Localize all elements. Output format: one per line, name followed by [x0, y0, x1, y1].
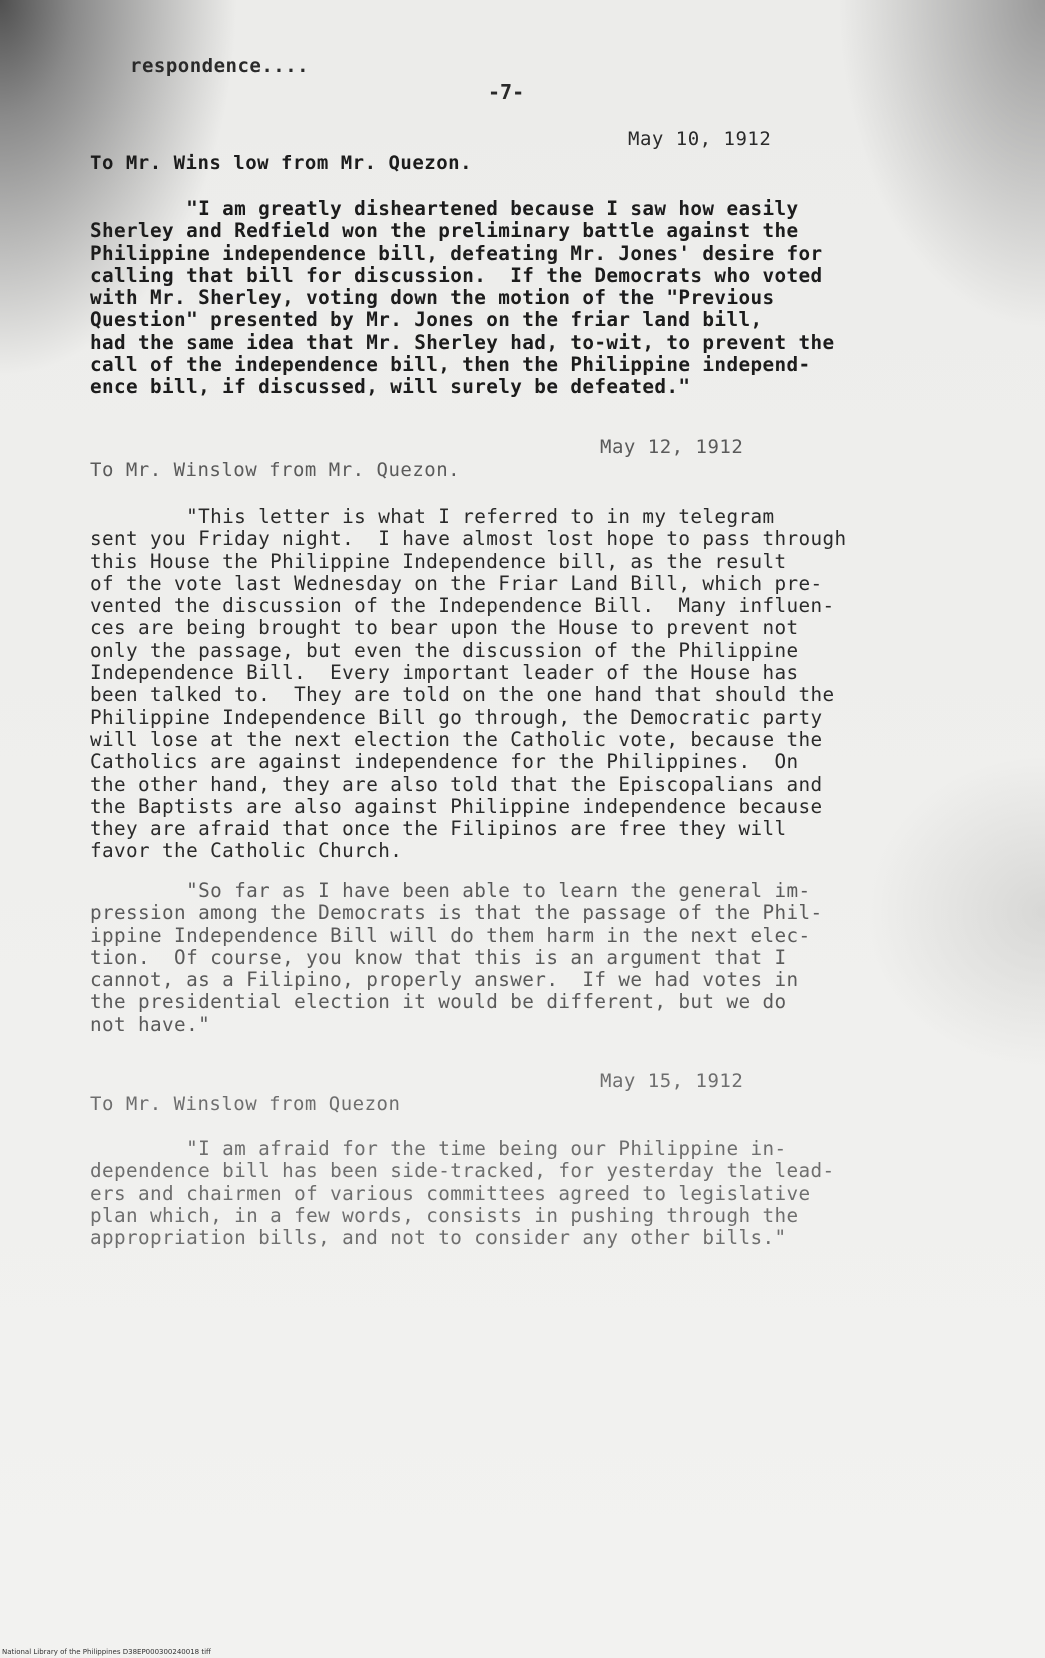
letter-2-addressee: To Mr. Winslow from Mr. Quezon.	[90, 459, 461, 481]
page-number: -7-	[488, 80, 525, 104]
letter-3-addressee: To Mr. Winslow from Quezon	[90, 1093, 401, 1115]
archive-footer: National Library of the Philippines D38EP000300240018 tiff	[2, 1648, 211, 1656]
letter-1-addressee: To Mr. Wins low from Mr. Quezon.	[90, 152, 473, 174]
letter-3-paragraph-1: "I am afraid for the time being our Philippine in- dependence bill has been side-tracked, for yesterday the lead- ers and chairmen of various committees agreed to legislative plan which, in a few words, consists in pushing through the appropriation bills, and not to consider any other bills."	[90, 1137, 835, 1250]
letter-1-date: May 10, 1912	[628, 128, 772, 150]
letter-2-date: May 12, 1912	[600, 436, 744, 458]
letter-1-paragraph-1: "I am greatly disheartened because I saw how easily Sherley and Redfield won the preliminary battle against the Philippine independence bill, defeating Mr. Jones' desire for calling that bill for discussion. If the Democrats who voted with Mr. Sherley, voting down the motion of the "Previous Question" presented by Mr. Jones on the friar land bill, had the same idea that Mr. Sherley had, to-wit, to prevent the call of the independence bill, then the Philippine independ- ence bill, if discussed, will surely be defeated."	[90, 197, 835, 399]
letter-3-date: May 15, 1912	[600, 1070, 744, 1092]
letter-2-paragraph-2: "So far as I have been able to learn the general im- pression among the Democrats is that the passage of the Phil- ippine Independence Bill will do them harm in the next elec- tion. Of course, you know that this is an argument that I cannot, as a Filipino, properly answer. If we had votes in the presidential election it would be different, but we do not have."	[90, 879, 823, 1036]
header-label: respondence....	[130, 55, 310, 77]
letter-2-paragraph-1: "This letter is what I referred to in my telegram sent you Friday night. I have almost lost hope to pass through this House the Philippine Independence bill, as the result of the vote last Wednesday on the Friar Land Bill, which pre- vented the discussion of the Independence Bill. Many influen- ces are being brought to bear upon the House to prevent not only the passage, but even the discussion of the Philippine Independence Bill. Every important leader of the House has been talked to. They are told on the one hand that should the Philippine Independence Bill go through, the Democratic party will lose at the next election the Catholic vote, because the Catholics are against independence for the Philippines. On the other hand, they are also told that the Episcopalians and the Baptists are also against Philippine independence because they are afraid that once the Filipinos are free they will favor the Catholic Church.	[90, 505, 847, 863]
